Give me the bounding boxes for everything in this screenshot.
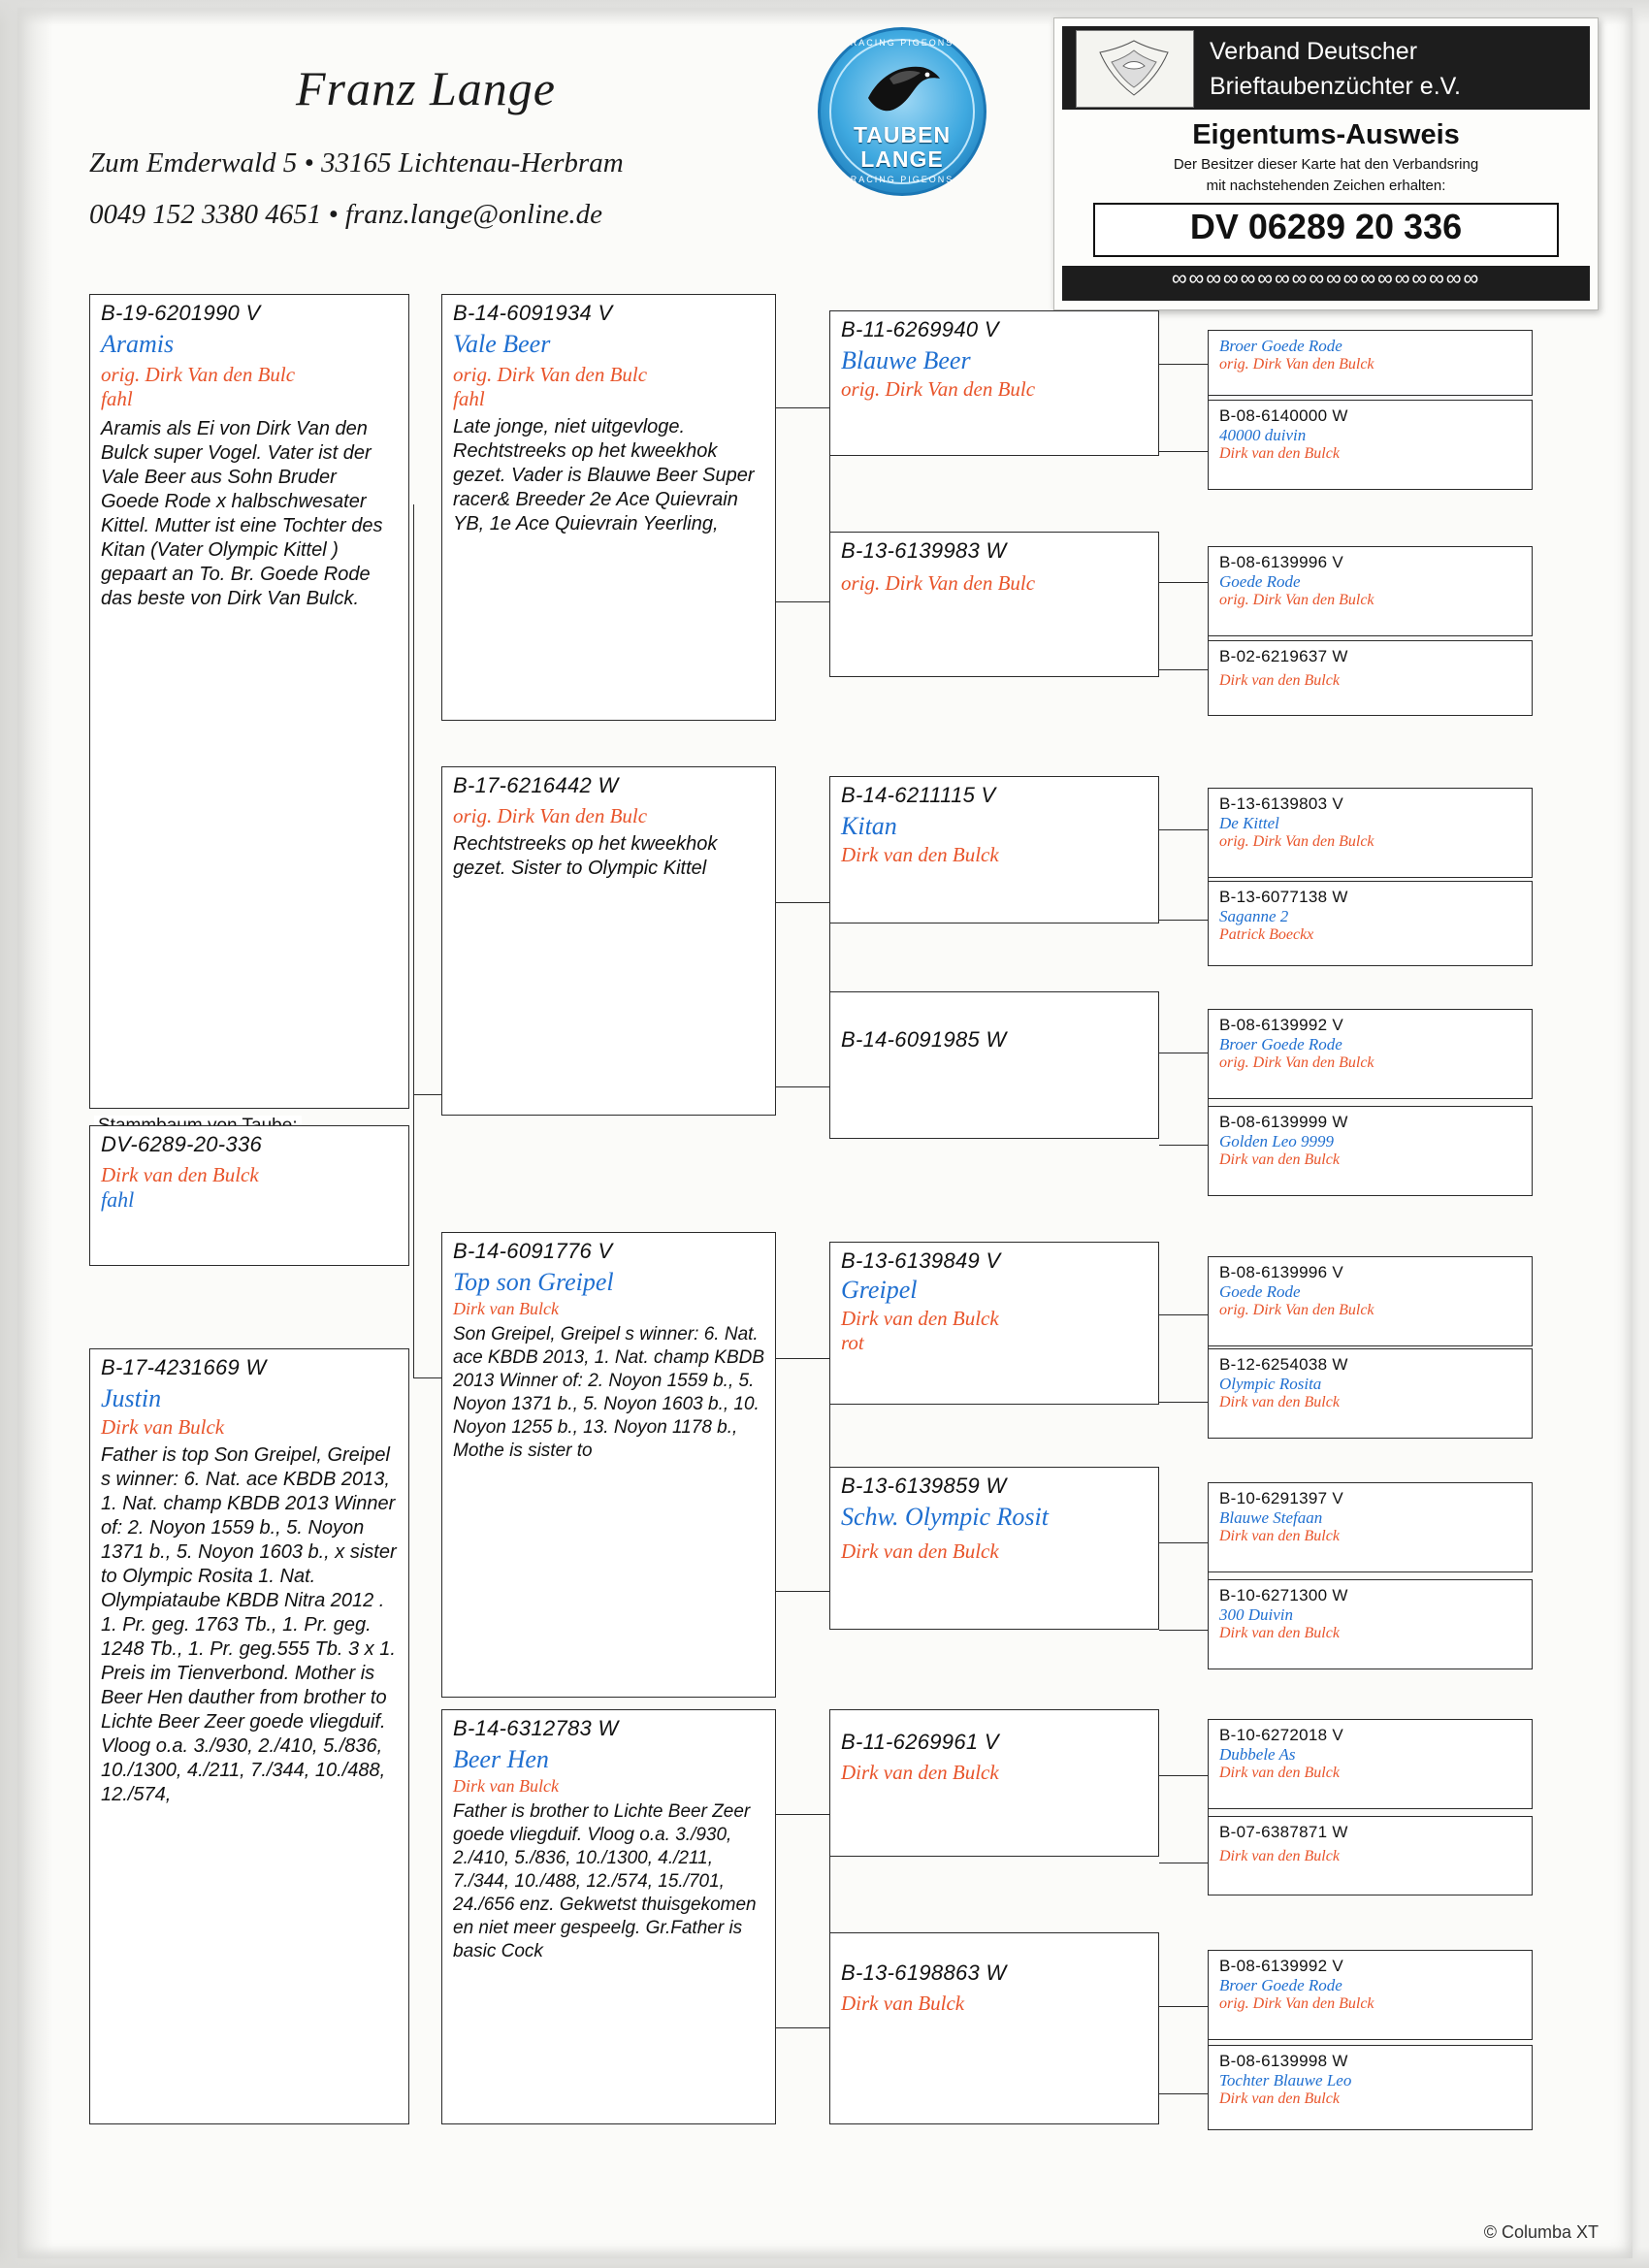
card-subtitle-2: mit nachstehenden Zeichen erhalten: [1206,178,1446,194]
gen3-3-id: B-14-6211115 V [841,783,996,807]
gen4-14-breeder: Dirk van den Bulck [1219,1848,1340,1864]
connector [1159,1402,1208,1403]
page-shadow-left [0,0,53,2268]
association-line-1: Verband Deutscher [1210,38,1418,65]
gen4-3-name: Goede Rode [1219,572,1301,591]
page-shadow-bottom [0,2247,1649,2268]
gen4-11-breeder: Dirk van den Bulck [1219,1528,1340,1544]
gen4-13-breeder: Dirk van den Bulck [1219,1765,1340,1781]
connector [1159,451,1208,452]
gen2-3-note: Son Greipel, Greipel s winner: 6. Nat. ace KBDB 2013, 1. Nat. champ KBDB 2013 Winner of: 2. Noyon 1559 b., 5. Noyon 1371 b., 5. Noyon 1603 b., 10. Noyon 1255 b., 13. Noyon 1178 b., Mothe is sister to [453,1324,765,1461]
subject-breeder: Dirk van den Bulck [101,1163,259,1186]
gen3-5-name: Greipel [841,1276,918,1304]
gen3-2-breeder: orig. Dirk Van den Bulc [841,571,1036,595]
breeder-name: Franz Lange [296,61,556,115]
gen4-8-breeder: Dirk van den Bulck [1219,1151,1340,1168]
pedigree-box-gen3-1[interactable] [829,310,1159,456]
gen3-8-id: B-13-6198863 W [841,1960,1007,1985]
ownership-card [1053,17,1599,310]
connector [1159,2093,1208,2094]
pedigree-box-gen3-2[interactable] [829,532,1159,677]
pedigree-box-gen4-1[interactable] [1208,330,1533,396]
gen2-1-note: Late jonge, niet uitgevloge. Rechtstreeks op het kweekhok gezet. Vader is Blauwe Beer Super racer& Breeder 2e Ace Quievrain YB, 1e Ace Quievrain Yeerling, [453,416,755,535]
gen4-2-breeder: Dirk van den Bulck [1219,445,1340,462]
gen2-1-name: Vale Beer [453,330,551,358]
gen2-2-note: Rechtstreeks op het kweekhok gezet. Sister to Olympic Kittel [453,833,718,879]
pedigree-box-gen4-12[interactable] [1208,1579,1533,1669]
pedigree-box-gen3-5[interactable] [829,1242,1159,1405]
gen4-12-breeder: Dirk van den Bulck [1219,1625,1340,1641]
gen4-10-breeder: Dirk van den Bulck [1219,1394,1340,1410]
footer-copyright: © Columba XT [1483,2222,1599,2242]
gen3-1-breeder: orig. Dirk Van den Bulc [841,377,1036,401]
subject-color: fahl [101,1187,135,1212]
dam-breeder: Dirk van Bulck [101,1415,225,1439]
gen4-6-id: B-13-6077138 W [1219,888,1348,906]
logo-text: TAUBEN LANGE [853,122,952,172]
pedigree-box-gen4-11[interactable] [1208,1482,1533,1572]
gen2-4-id: B-14-6312783 W [453,1716,619,1740]
pedigree-box-gen4-5[interactable] [1208,788,1533,878]
gen4-2-name: 40000 duivin [1219,426,1307,444]
gen4-3-breeder: orig. Dirk Van den Bulck [1219,592,1374,608]
association-line-2: Brieftaubenzüchter e.V. [1210,73,1461,100]
card-ornament-bar: ∞∞∞∞∞∞∞∞∞∞∞∞∞∞∞∞∞∞ [1062,266,1590,301]
gen2-4-name: Beer Hen [453,1745,549,1773]
gen3-6-name: Schw. Olympic Rosit [841,1503,1049,1531]
gen4-12-name: 300 Duivin [1219,1605,1294,1624]
gen3-5-breeder: Dirk van den Bulck [841,1307,999,1330]
gen4-11-id: B-10-6291397 V [1219,1489,1344,1507]
pedigree-box-gen4-14[interactable] [1208,1816,1533,1895]
gen4-16-name: Tochter Blauwe Leo [1219,2071,1352,2090]
gen4-8-id: B-08-6139999 W [1219,1113,1348,1131]
gen3-1-id: B-11-6269940 V [841,317,999,341]
association-emblem-icon [1076,30,1194,108]
gen4-11-name: Blauwe Stefaan [1219,1508,1323,1527]
pedigree-box-gen4-13[interactable] [1208,1719,1533,1809]
connector [1159,582,1208,583]
pedigree-box-gen3-3[interactable] [829,776,1159,923]
connector [1159,920,1208,921]
dam-name: Justin [101,1384,162,1412]
gen2-2-id: B-17-6216442 W [453,773,619,797]
gen3-3-name: Kitan [841,812,897,840]
subject-id: DV-6289-20-336 [101,1132,263,1156]
gen3-2-id: B-13-6139983 W [841,538,1007,563]
dam-note: Father is top Son Greipel, Greipel s winner: 6. Nat. ace KBDB 2013, 1. Nat. champ KBDB 2013 Winner of: 2. Noyon 1559 b., 5. Noyon 1371 b., 5. Noyon 1603 b., x sister to Olympic Rosita 1. Nat. Olympiataube KBDB Nitra 2012 . 1. Pr. geg. 1763 Tb., 1. Pr. geg. 1248 Tb., 1. Pr. geg.555 Tb. 3 x 1. Preis im Tienverbond. Mother is Beer Hen dauther from brother to Lichte Beer Zeer goede vliegduif. Vloog o.a. 3./930, 2./410, 5./836, 10./1300, 4./211, 7./344, 10./488, 12./574, [101,1444,397,1805]
pedigree-box-dam[interactable] [89,1348,409,2124]
gen4-14-id: B-07-6387871 W [1219,1823,1348,1841]
connector [1159,1542,1208,1543]
gen4-13-id: B-10-6272018 V [1219,1726,1344,1744]
card-title: Eigentums-Ausweis [1192,119,1460,150]
pedigree-box-subject[interactable] [89,1125,409,1266]
gen3-3-breeder: Dirk van den Bulck [841,843,999,866]
connector [1159,1145,1208,1146]
gen2-1-breeder: orig. Dirk Van den Bulc [453,363,648,386]
pedigree-box-sire[interactable] [89,294,409,1109]
gen4-4-id: B-02-6219637 W [1219,647,1348,665]
gen4-5-breeder: orig. Dirk Van den Bulck [1219,833,1374,850]
ring-number: DV 06289 20 336 [1189,207,1463,246]
gen3-5-id: B-13-6139849 V [841,1248,1001,1273]
connector [1159,829,1208,830]
breeder-address: Zum Emderwald 5 • 33165 Lichtenau-Herbram [89,147,624,178]
pedigree-box-gen3-7[interactable] [829,1709,1159,1857]
connector [1159,1314,1208,1315]
gen4-15-name: Broer Goede Rode [1219,1976,1342,1994]
gen2-3-breeder: Dirk van Bulck [453,1299,559,1318]
connector [1159,364,1208,365]
gen3-6-id: B-13-6139859 W [841,1474,1007,1498]
gen2-4-breeder: Dirk van Bulck [453,1776,559,1796]
pedigree-box-gen4-7[interactable] [1208,1009,1533,1099]
gen2-1-color: fahl [453,387,485,410]
pedigree-box-gen3-8[interactable] [829,1932,1159,2124]
gen4-6-name: Saganne 2 [1219,907,1289,925]
gen4-10-id: B-12-6254038 W [1219,1355,1348,1374]
gen3-1-name: Blauwe Beer [841,346,971,374]
gen3-6-breeder: Dirk van den Bulck [841,1539,999,1563]
sire-name: Aramis [101,330,175,358]
connector [413,504,414,1377]
gen4-1-name: Broer Goede Rode [1219,337,1342,355]
gen3-7-breeder: Dirk van den Bulck [841,1761,999,1784]
pedigree-box-gen2-1[interactable] [441,294,776,721]
pedigree-box-gen4-3[interactable] [1208,546,1533,636]
pedigree-box-gen3-4[interactable] [829,991,1159,1139]
logo-top-arc: RACING PIGEONS [850,38,954,48]
sire-breeder: orig. Dirk Van den Bulc [101,363,296,386]
gen3-4-id: B-14-6091985 W [841,1027,1007,1052]
gen4-15-breeder: orig. Dirk Van den Bulck [1219,1995,1374,2012]
gen4-7-name: Broer Goede Rode [1219,1035,1342,1053]
sire-color: fahl [101,387,133,410]
gen2-2-breeder: orig. Dirk Van den Bulc [453,804,648,827]
gen4-7-id: B-08-6139992 V [1219,1016,1344,1034]
logo-bottom-arc: RACING PIGEONS [850,175,954,184]
gen2-3-id: B-14-6091776 V [453,1239,613,1263]
gen4-10-name: Olympic Rosita [1219,1375,1322,1393]
gen4-3-id: B-08-6139996 V [1219,553,1344,571]
gen3-7-id: B-11-6269961 V [841,1730,999,1754]
pedigree-box-gen4-6[interactable] [1208,881,1533,966]
pedigree-box-gen4-4[interactable] [1208,640,1533,716]
gen4-9-breeder: orig. Dirk Van den Bulck [1219,1302,1374,1318]
pedigree-box-gen4-9[interactable] [1208,1256,1533,1346]
gen4-15-id: B-08-6139992 V [1219,1957,1344,1975]
sire-id: B-19-6201990 V [101,301,261,325]
connector [413,1094,442,1095]
gen4-2-id: B-08-6140000 W [1219,406,1348,425]
sire-note: Aramis als Ei von Dirk Van den Bulck super Vogel. Vater ist der Vale Beer aus Sohn Bruder Goede Rode x halbschwesater Kittel. Mutter ist eine Tochter des Kitan (Vater Olympic Kittel ) gepaart an To. Br. Goede Rode das beste von Dirk Van Bulck. [101,418,383,609]
dam-id: B-17-4231669 W [101,1355,267,1379]
pedigree-box-gen4-16[interactable] [1208,2045,1533,2130]
gen4-1-breeder: orig. Dirk Van den Bulck [1219,356,1374,373]
gen4-9-id: B-08-6139996 V [1219,1263,1344,1281]
pedigree-box-gen4-8[interactable] [1208,1106,1533,1196]
pedigree-box-gen4-15[interactable] [1208,1950,1533,2040]
pedigree-box-gen2-3[interactable] [441,1232,776,1698]
pedigree-box-gen4-2[interactable] [1208,400,1533,490]
connector [1159,1775,1208,1776]
gen4-4-breeder: Dirk van den Bulck [1219,672,1340,689]
connector [1159,2006,1208,2007]
connector [413,1377,442,1378]
gen4-16-id: B-08-6139998 W [1219,2052,1348,2070]
gen3-5-color: rot [841,1331,864,1354]
gen4-16-breeder: Dirk van den Bulck [1219,2090,1340,2107]
gen3-8-breeder: Dirk van Bulck [841,1992,965,2015]
pedigree-box-gen2-4[interactable] [441,1709,776,2124]
gen4-7-breeder: orig. Dirk Van den Bulck [1219,1054,1374,1071]
pedigree-box-gen3-6[interactable] [829,1467,1159,1630]
gen4-5-name: De Kittel [1219,814,1279,832]
gen2-3-name: Top son Greipel [453,1268,614,1296]
gen4-5-id: B-13-6139803 V [1219,794,1344,813]
connector [1159,1630,1208,1631]
gen4-12-id: B-10-6271300 W [1219,1586,1348,1604]
gen4-9-name: Goede Rode [1219,1282,1301,1301]
tauben-lange-logo [818,27,986,196]
breeder-contact: 0049 152 3380 4651 • franz.lange@online.de [89,199,602,230]
pedigree-box-gen4-10[interactable] [1208,1348,1533,1439]
gen4-13-name: Dubbele As [1219,1745,1296,1764]
gen4-8-name: Golden Leo 9999 [1219,1132,1335,1150]
connector [1159,669,1208,670]
pedigree-box-gen2-2[interactable] [441,766,776,1116]
gen2-1-id: B-14-6091934 V [453,301,613,325]
gen4-6-breeder: Patrick Boeckx [1219,926,1314,943]
card-subtitle-1: Der Besitzer dieser Karte hat den Verbandsring [1173,156,1479,173]
pigeon-icon [860,59,944,122]
gen2-4-note: Father is brother to Lichte Beer Zeer goede vliegduif. Vloog o.a. 3./930, 2./410, 5./836, 10./1300, 4./211, 7./344, 10./488, 12./574, 15./701, 24./656 enz. Gekwetst thuisgekomen en niet meer gespeelg. Gr.Father is basic Cock [453,1801,757,1961]
